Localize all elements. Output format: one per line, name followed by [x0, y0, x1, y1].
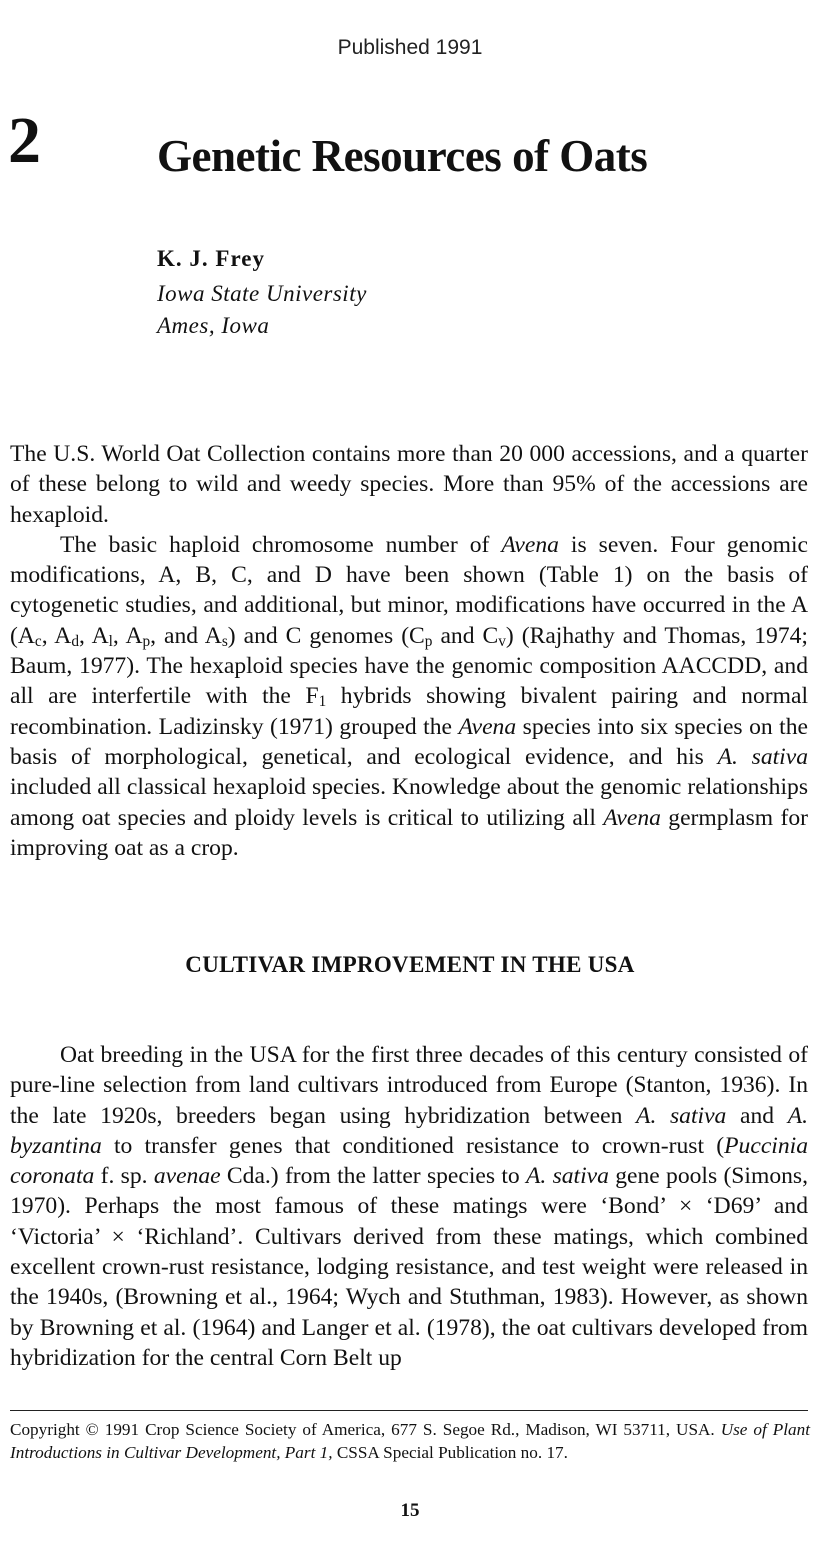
subscript: l [108, 632, 113, 650]
genus-name: Avena [501, 531, 559, 558]
author-name: K. J. Frey [157, 246, 265, 271]
text-run: ) (Rajhathy and Thomas, 1974; Baum, 1977). The hexaploid species have the genomic composition AACCDD, and all are interfertile with the F [10, 622, 808, 710]
footnote-divider [10, 1410, 808, 1411]
species-name: avenae [153, 1163, 221, 1190]
author-block [157, 246, 367, 342]
published-note: Published 1991 [337, 36, 483, 59]
text-run: and [726, 1102, 788, 1129]
page-number: 15 [400, 1500, 420, 1521]
text-run: f. sp. [94, 1163, 154, 1190]
text-run: , A [79, 622, 109, 649]
text-run: is seven. Four genomic modifications, A, B, C, and D have been shown (Table 1) on the basis of cytogenetic studies, and additional, but minor, modifications have occurred in the A (A [10, 531, 808, 649]
intro-paragraph-1: The U.S. World Oat Collection contains more than 20 000 accessions, and a quarter of these belong to wild and weedy species. More than 95% of the accessions are hexaploid. [10, 441, 808, 528]
subscript: 1 [318, 693, 327, 711]
species-name: A. byzantina [10, 1102, 808, 1159]
subscript: p [424, 632, 433, 650]
section-heading: CULTIVAR IMPROVEMENT IN THE USA [185, 952, 635, 977]
section-text [10, 1040, 808, 1373]
text-run: gene pools (Simons, 1970). Perhaps the most famous of these matings were ‘Bond’ × ‘D69’ and ‘Victoria’ × ‘Richland’. Cultivars derived from these matings, which combined excellent crown-rust resistance, lodging resistance, and test weight were released in the 1940s, (Browning et al., 1964; Wych and Stuthman, 1983). However, as shown by Browning et al. (1964) and Langer et al. (1978), the oat cultivars developed from hybridization for the central Corn Belt up [10, 1163, 809, 1371]
subscript: c [34, 632, 42, 650]
subscript: p [142, 632, 151, 650]
subscript: v [498, 632, 506, 650]
text-run: species into six species on the basis of morphological, genetical, and ecological evidence, and his [10, 713, 809, 770]
text-run: ) and C genomes (C [227, 622, 425, 649]
intro-paragraph-2 [10, 530, 808, 863]
subscript: s [221, 632, 228, 650]
affiliation-university: Iowa State University [157, 281, 367, 306]
genus-name: Avena [458, 713, 517, 740]
species-name: A. sativa [525, 1163, 609, 1190]
text-run: , and A [150, 622, 222, 649]
species-name: A. sativa [717, 743, 808, 770]
section-paragraph-1 [10, 1040, 808, 1373]
genus-name: Avena [603, 804, 661, 831]
text-run: included all classical hexaploid species. Knowledge about the genomic relationships among oat species and ploidy levels is critical to utilizing all [10, 774, 808, 831]
text-run: Cda.) from the latter species to [220, 1163, 526, 1190]
chapter-title: Genetic Resources of Oats [157, 131, 648, 181]
publication-title: Use of Plant Introductions in Cultivar Development, Part 1, [10, 1420, 810, 1462]
subscript: d [71, 632, 79, 650]
text-run: germplasm for improving oat as a crop. [10, 804, 808, 861]
affiliation-city: Ames, Iowa [157, 313, 270, 338]
text-run: The basic haploid chromosome number of [60, 531, 502, 558]
text-run: and C [432, 622, 499, 649]
species-name: Puccinia coronata [10, 1132, 808, 1190]
text-run: , A [112, 622, 143, 649]
text-run: CSSA Special Publication no. 17. [332, 1443, 568, 1462]
copyright-footnote [10, 1418, 810, 1464]
text-run: Oat breeding in the USA for the first three decades of this century consisted of pure-line selection from land cultivars introduced from Europe (Stanton, 1936). In the late 1920s, breeders began using hybridization between [10, 1042, 808, 1129]
chapter-number: 2 [8, 104, 41, 177]
text-run: to transfer genes that conditioned resistance to crown-rust ( [101, 1132, 725, 1159]
text-run: Copyright © 1991 Crop Science Society of America, 677 S. Segoe Rd., Madison, WI 53711, USA. [10, 1420, 721, 1439]
intro-text [10, 439, 808, 863]
text-run: , A [41, 622, 72, 649]
species-name: A. sativa [636, 1102, 727, 1129]
text-run: hybrids showing bivalent pairing and normal recombination. Ladizinsky (1971) grouped the [10, 683, 808, 740]
author-affiliation [157, 278, 367, 342]
